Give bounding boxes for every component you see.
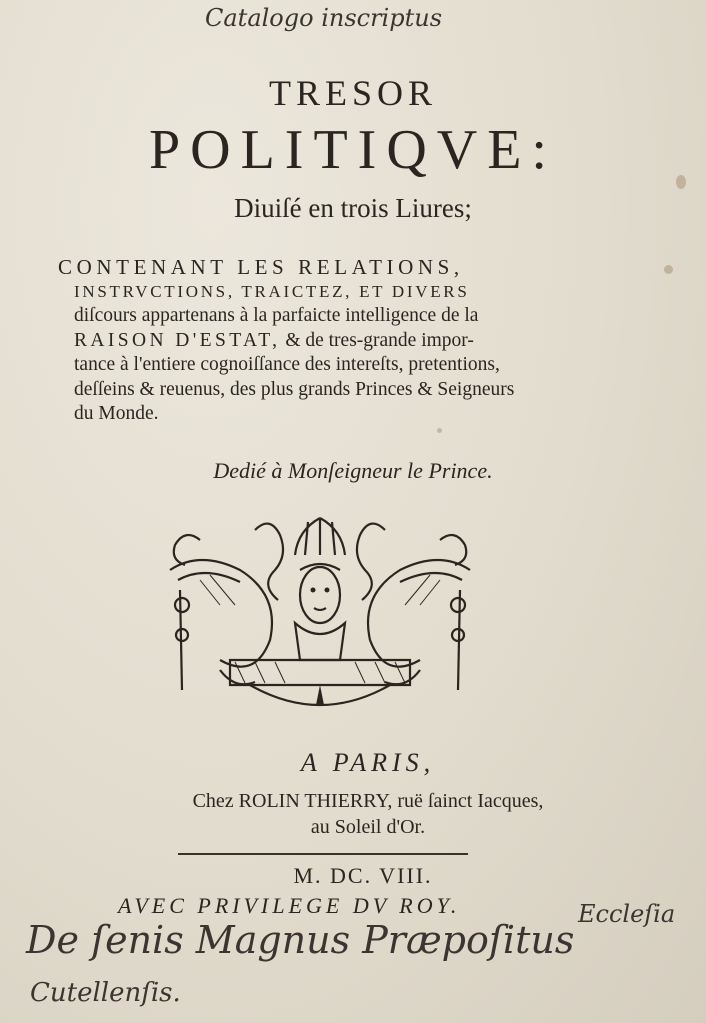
handwritten-provenance-line-1: De ſenis Magnus Præpoſitus — [26, 918, 575, 962]
description-line: du Monde. — [74, 403, 159, 424]
description-line: INSTRVCTIONS, TRAICTEZ, ET DIVERS — [74, 281, 470, 301]
publication-date: M. DC. VIII. — [293, 863, 433, 888]
description-line: CONTENANT LES RELATIONS, — [58, 255, 464, 279]
printers-ornament-image — [160, 510, 480, 720]
title-line-2: POLITIQVE: — [149, 119, 557, 181]
description-line-rest: & de tres-grande impor- — [280, 329, 474, 351]
description-line: deſſeins & reuenus, des plus grands Princes & Seigneurs — [74, 378, 515, 400]
imprint-publisher: Chez ROLIN THIERRY, ruë ſainct Iacques, — [192, 790, 544, 812]
handwritten-provenance-line-2: Cutellenſis. — [30, 978, 181, 1008]
imprint-city: A PARIS, — [300, 748, 436, 777]
foxing-spot — [437, 428, 442, 433]
handwritten-catalogue-note: Catalogo inscriptus — [205, 4, 443, 32]
subtitle: Diuiſé en trois Liures; — [234, 193, 472, 223]
description-line — [58, 329, 583, 354]
handwritten-provenance-right: Eccleſia — [578, 900, 676, 928]
raison-destat: RAISON D'ESTAT, — [74, 329, 281, 351]
title-line-1: TRESOR — [268, 73, 438, 113]
royal-privilege: AVEC PRIVILEGE DV ROY. — [118, 893, 461, 918]
description-line: diſcours appartenans à la parfaicte intelligence de la — [74, 305, 479, 326]
description-line: tance à l'entiere cognoiſſance des intereſts, pretentions, — [74, 354, 500, 375]
foxing-spot — [664, 265, 673, 274]
dedication: Dedié à Monſeigneur le Prince. — [213, 458, 493, 483]
title-description — [58, 255, 583, 427]
divider-rule — [178, 853, 468, 855]
imprint-sign: au Soleil d'Or. — [310, 816, 426, 838]
